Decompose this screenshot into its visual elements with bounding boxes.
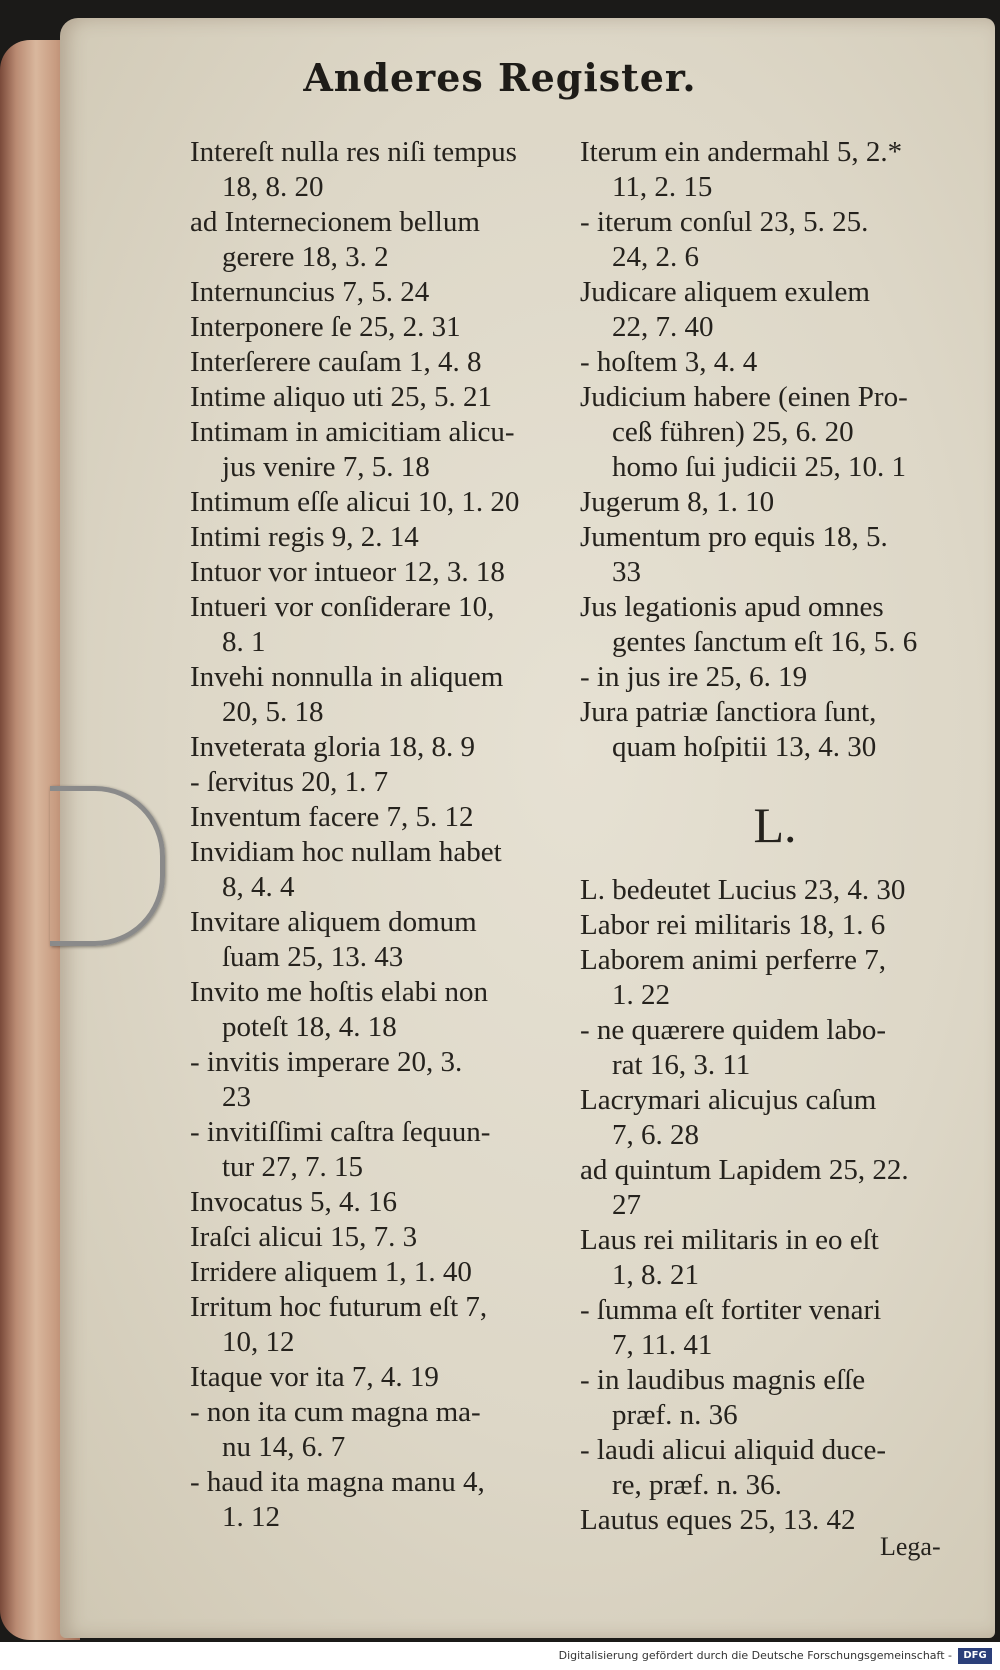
index-entry: 1, 8. 21: [612, 1259, 699, 1291]
index-entry: Invehi nonnulla in aliquem: [190, 661, 504, 693]
index-entry: ad quintum Lapidem 25, 22.: [580, 1154, 909, 1186]
index-entry: homo ſui judicii 25, 10. 1: [612, 451, 907, 483]
index-entry: præf. n. 36: [612, 1399, 738, 1431]
index-entry: Invito me hoſtis elabi non: [190, 976, 489, 1008]
index-entry: Judicium habere (einen Pro-: [580, 381, 908, 413]
index-entry: Internuncius 7, 5. 24: [190, 276, 430, 308]
index-entry: gentes ſanctum eſt 16, 5. 6: [612, 626, 918, 658]
index-entry: - iterum conſul 23, 5. 25.: [580, 206, 869, 238]
index-entry: 33: [612, 556, 641, 588]
index-entry: Intimi regis 9, 2. 14: [190, 521, 419, 553]
right-column-entries-l: [580, 873, 970, 1538]
page-clip: [50, 786, 165, 946]
index-entry: 1. 22: [612, 979, 670, 1011]
index-entry: Interponere ſe 25, 2. 31: [190, 311, 461, 343]
index-entry: ſuam 25, 13. 43: [222, 941, 404, 973]
index-entry: Laus rei militaris in eo eſt: [580, 1224, 879, 1256]
index-entry: Irritum hoc futurum eſt 7,: [190, 1291, 488, 1323]
left-column: [190, 135, 565, 1535]
index-entry: Iterum ein andermahl 5, 2.*: [580, 136, 903, 168]
index-entry: gerere 18, 3. 2: [222, 241, 389, 273]
index-entry: 11, 2. 15: [612, 171, 713, 203]
index-entry: Itaque vor ita 7, 4. 19: [190, 1361, 439, 1393]
index-entry: Jumentum pro equis 18, 5.: [580, 521, 888, 553]
index-entry: - ſervitus 20, 1. 7: [190, 766, 389, 798]
index-entry: Intimam in amicitiam alicu-: [190, 416, 515, 448]
index-entry: Intereſt nulla res niſi tempus: [190, 136, 517, 168]
index-entry: Jugerum 8, 1. 10: [580, 486, 775, 518]
index-entry: Judicare aliquem exulem: [580, 276, 870, 308]
index-entry: Labor rei militaris 18, 1. 6: [580, 909, 886, 941]
index-entry: - ne quærere quidem labo-: [580, 1014, 887, 1046]
index-entry: 24, 2. 6: [612, 241, 699, 273]
index-entry: quam hoſpitii 13, 4. 30: [612, 731, 877, 763]
index-entry: 27: [612, 1189, 641, 1221]
index-entry: 18, 8. 20: [222, 171, 324, 203]
index-entry: Inventum facere 7, 5. 12: [190, 801, 474, 833]
index-entry: Interſerere cauſam 1, 4. 8: [190, 346, 482, 378]
index-entry: - laudi alicui aliquid duce-: [580, 1434, 887, 1466]
index-entry: 22, 7. 40: [612, 311, 714, 343]
page-title: Anderes Register.: [303, 55, 697, 100]
index-entry: Lacrymari alicujus caſum: [580, 1084, 877, 1116]
index-entry: L. bedeutet Lucius 23, 4. 30: [580, 874, 906, 906]
footer-credit: Digitalisierung gefördert durch die Deutsche Forschungsgemeinschaft -: [558, 1649, 952, 1662]
index-entry: 7, 6. 28: [612, 1119, 699, 1151]
index-entry: Intimum eſſe alicui 10, 1. 20: [190, 486, 520, 518]
index-entry: Iraſci alicui 15, 7. 3: [190, 1221, 418, 1253]
index-entry: - haud ita magna manu 4,: [190, 1466, 485, 1498]
index-entry: Intueri vor conſiderare 10,: [190, 591, 495, 623]
index-entry: nu 14, 6. 7: [222, 1431, 346, 1463]
index-entry: - non ita cum magna ma-: [190, 1396, 481, 1428]
index-entry: ad Internecionem bellum: [190, 206, 480, 238]
index-entry: Invidiam hoc nullam habet: [190, 836, 502, 868]
index-entry: re, præf. n. 36.: [612, 1469, 782, 1501]
index-entry: Jura patriæ ſanctiora ſunt,: [580, 696, 877, 728]
index-entry: Invocatus 5, 4. 16: [190, 1186, 397, 1218]
index-entry: 20, 5. 18: [222, 696, 324, 728]
index-entry: 10, 12: [222, 1326, 295, 1358]
index-entry: poteſt 18, 4. 18: [222, 1011, 397, 1043]
index-entry: - hoſtem 3, 4. 4: [580, 346, 758, 378]
index-entry: - invitis imperare 20, 3.: [190, 1046, 463, 1078]
index-entry: 1. 12: [222, 1501, 280, 1533]
index-entry: - in jus ire 25, 6. 19: [580, 661, 808, 693]
index-entry: Lautus eques 25, 13. 42: [580, 1504, 856, 1536]
index-entry: 8, 4. 4: [222, 871, 295, 903]
section-letter: L.: [753, 797, 797, 853]
right-column: [580, 135, 970, 1538]
index-entry: - ſumma eſt fortiter venari: [580, 1294, 882, 1326]
index-entry: Irridere aliquem 1, 1. 40: [190, 1256, 472, 1288]
index-entry: 7, 11. 41: [612, 1329, 713, 1361]
index-entry: tur 27, 7. 15: [222, 1151, 363, 1183]
index-entry: Intime aliquo uti 25, 5. 21: [190, 381, 493, 413]
index-entry: Invitare aliquem domum: [190, 906, 477, 938]
catchword: Lega-: [880, 1532, 941, 1561]
index-entry: ceß führen) 25, 6. 20: [612, 416, 854, 448]
index-entry: - in laudibus magnis eſſe: [580, 1364, 866, 1396]
digitization-footer: [0, 1642, 1000, 1670]
dfg-logo: DFG: [958, 1648, 992, 1664]
index-entry: - invitiſſimi caſtra ſequun-: [190, 1116, 491, 1148]
index-entry: Jus legationis apud omnes: [580, 591, 884, 623]
index-entry: jus venire 7, 5. 18: [222, 451, 430, 483]
index-entry: rat 16, 3. 11: [612, 1049, 751, 1081]
index-entry: Intuor vor intueor 12, 3. 18: [190, 556, 505, 588]
index-entry: 8. 1: [222, 626, 266, 658]
index-entry: Inveterata gloria 18, 8. 9: [190, 731, 476, 763]
right-column-entries-i-j: [580, 135, 970, 765]
index-entry: Laborem animi perferre 7,: [580, 944, 886, 976]
index-entry: 23: [222, 1081, 251, 1113]
